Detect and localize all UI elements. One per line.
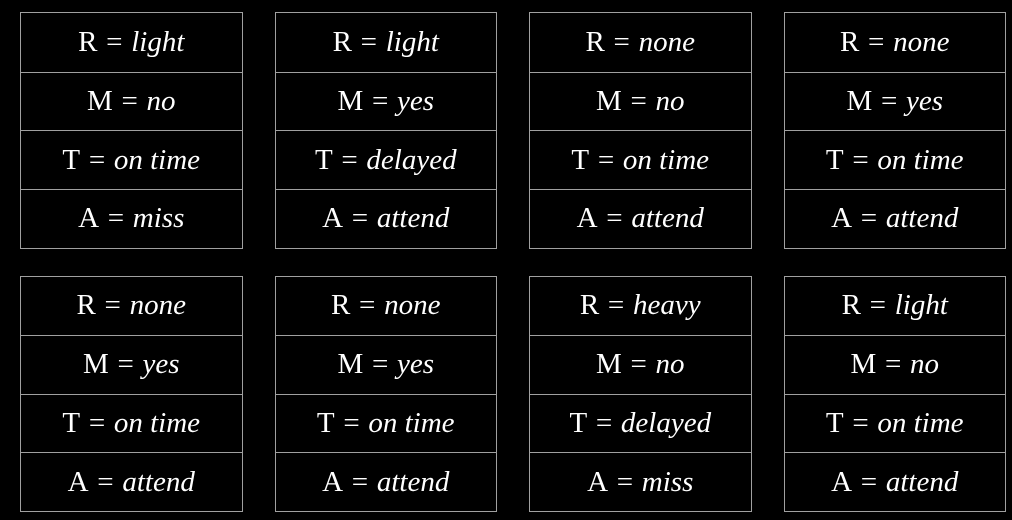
assignment-row: [530, 277, 751, 336]
equals-sign: =: [341, 143, 358, 176]
variable-value: on time: [113, 143, 201, 176]
variable-name: A: [67, 465, 89, 498]
assignment-row: [530, 72, 751, 131]
variable-value: yes: [397, 84, 435, 117]
equals-sign: =: [860, 465, 878, 498]
variable-value: none: [638, 25, 695, 58]
variable-value: miss: [641, 465, 694, 498]
assignment-row: [530, 189, 751, 248]
variable-name: M: [595, 348, 622, 381]
variable-value: none: [129, 289, 186, 322]
variable-name: A: [587, 465, 609, 498]
equals-sign: =: [343, 407, 360, 440]
equals-sign: =: [359, 289, 376, 322]
assignment-row: [21, 277, 242, 336]
variable-value: no: [655, 348, 685, 381]
assignment-row: [276, 130, 497, 189]
equals-sign: =: [884, 348, 902, 381]
equals-sign: =: [121, 84, 138, 117]
variable-value: no: [910, 348, 940, 381]
variable-name: T: [316, 407, 335, 440]
assignment-row: [785, 394, 1006, 453]
equals-sign: =: [607, 289, 625, 322]
assignment-row: [785, 452, 1006, 511]
equals-sign: =: [117, 348, 134, 381]
variable-name: T: [314, 143, 333, 176]
equals-sign: =: [106, 25, 123, 58]
variable-value: yes: [906, 84, 944, 117]
variable-value: on time: [113, 407, 201, 440]
assignment-row: [21, 130, 242, 189]
equals-sign: =: [630, 348, 647, 381]
variable-name: R: [78, 25, 98, 58]
assignment-row: [785, 189, 1006, 248]
variable-value: no: [655, 84, 685, 117]
variable-value: yes: [142, 348, 180, 381]
equals-sign: =: [371, 348, 389, 381]
variable-name: R: [585, 25, 605, 58]
variable-name: A: [78, 202, 100, 235]
variable-value: light: [385, 25, 439, 58]
equals-sign: =: [868, 25, 885, 58]
variable-name: T: [62, 407, 81, 440]
sample-grid: [20, 12, 1006, 512]
sample-card-6: [275, 276, 498, 513]
sample-card-5: [20, 276, 243, 513]
equals-sign: =: [852, 407, 869, 440]
equals-sign: =: [104, 289, 121, 322]
variable-value: attend: [376, 202, 450, 235]
variable-name: A: [322, 465, 344, 498]
equals-sign: =: [860, 202, 878, 235]
variable-name: R: [579, 289, 600, 322]
variable-value: attend: [885, 202, 959, 235]
variable-value: delayed: [620, 407, 712, 440]
assignment-row: [276, 13, 497, 72]
equals-sign: =: [351, 465, 369, 498]
assignment-row: [276, 72, 497, 131]
assignment-row: [530, 130, 751, 189]
variable-name: R: [332, 25, 352, 58]
assignment-row: [785, 13, 1006, 72]
variable-name: T: [825, 407, 844, 440]
assignment-row: [21, 394, 242, 453]
assignment-row: [21, 189, 242, 248]
assignment-row: [276, 394, 497, 453]
variable-value: yes: [397, 348, 435, 381]
assignment-row: [21, 72, 242, 131]
assignment-row: [530, 13, 751, 72]
variable-name: M: [82, 348, 109, 381]
variable-name: R: [331, 289, 351, 322]
variable-value: none: [893, 25, 950, 58]
equals-sign: =: [613, 25, 630, 58]
sample-card-4: [784, 12, 1007, 249]
variable-name: M: [846, 84, 873, 117]
assignment-row: [276, 452, 497, 511]
equals-sign: =: [107, 202, 125, 235]
assignment-row: [21, 335, 242, 394]
assignment-row: [785, 335, 1006, 394]
assignment-row: [530, 335, 751, 394]
assignment-row: [21, 13, 242, 72]
variable-value: attend: [122, 465, 195, 498]
variable-name: M: [595, 84, 622, 117]
equals-sign: =: [869, 289, 887, 322]
variable-name: R: [841, 289, 861, 322]
variable-value: attend: [885, 465, 959, 498]
variable-name: A: [576, 202, 598, 235]
variable-name: A: [831, 202, 853, 235]
variable-name: M: [850, 348, 877, 381]
sample-card-7: [529, 276, 752, 513]
equals-sign: =: [97, 465, 114, 498]
variable-name: R: [840, 25, 860, 58]
equals-sign: =: [360, 25, 378, 58]
variable-name: T: [825, 143, 844, 176]
variable-name: R: [76, 289, 96, 322]
variable-name: M: [337, 84, 364, 117]
variable-value: on time: [368, 407, 455, 440]
equals-sign: =: [88, 143, 106, 176]
equals-sign: =: [88, 407, 106, 440]
variable-name: A: [831, 465, 853, 498]
sample-card-1: [20, 12, 243, 249]
variable-value: none: [384, 289, 441, 322]
variable-value: on time: [877, 407, 964, 440]
equals-sign: =: [630, 84, 647, 117]
sample-card-3: [529, 12, 752, 249]
variable-name: M: [337, 348, 364, 381]
assignment-row: [21, 452, 242, 511]
assignment-row: [530, 452, 751, 511]
variable-value: delayed: [366, 143, 457, 176]
assignment-row: [785, 72, 1006, 131]
assignment-row: [276, 277, 497, 336]
variable-value: on time: [877, 143, 964, 176]
variable-name: M: [86, 84, 113, 117]
equals-sign: =: [606, 202, 623, 235]
equals-sign: =: [880, 84, 898, 117]
variable-name: T: [571, 143, 590, 176]
sample-card-8: [784, 276, 1007, 513]
equals-sign: =: [351, 202, 369, 235]
variable-name: A: [322, 202, 344, 235]
assignment-row: [276, 335, 497, 394]
equals-sign: =: [597, 143, 615, 176]
equals-sign: =: [852, 143, 869, 176]
equals-sign: =: [371, 84, 389, 117]
variable-value: light: [894, 289, 948, 322]
variable-value: on time: [622, 143, 710, 176]
variable-value: light: [131, 25, 185, 58]
assignment-row: [530, 394, 751, 453]
assignment-row: [276, 189, 497, 248]
variable-value: attend: [631, 202, 704, 235]
equals-sign: =: [595, 407, 613, 440]
variable-value: attend: [376, 465, 450, 498]
variable-value: heavy: [632, 289, 701, 322]
equals-sign: =: [616, 465, 634, 498]
variable-value: miss: [132, 202, 185, 235]
variable-name: T: [569, 407, 588, 440]
assignment-row: [785, 277, 1006, 336]
variable-name: T: [62, 143, 81, 176]
sample-card-2: [275, 12, 498, 249]
assignment-row: [785, 130, 1006, 189]
variable-value: no: [146, 84, 176, 117]
